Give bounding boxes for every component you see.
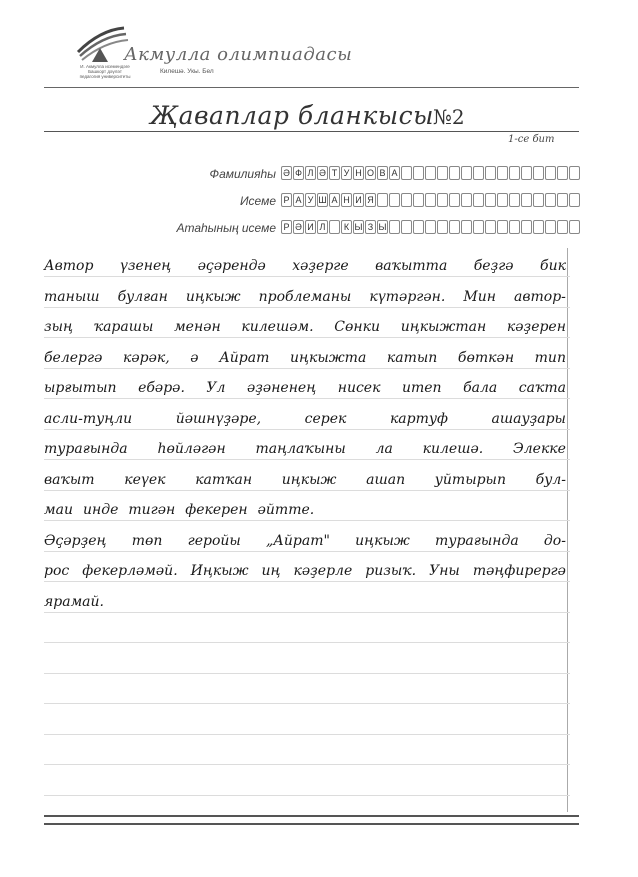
letter-box[interactable] <box>473 220 484 234</box>
essay-word: иң <box>261 563 281 579</box>
letter-box[interactable] <box>521 166 532 180</box>
letter-box[interactable] <box>437 220 448 234</box>
essay-word: әҙәненең <box>246 380 317 396</box>
letter-box[interactable] <box>461 166 472 180</box>
essay-word: ебәрә. <box>138 380 185 396</box>
essay-word: геройы <box>187 532 241 549</box>
letter-box[interactable]: Н <box>353 166 364 180</box>
essay-word: серек <box>304 410 347 427</box>
essay-word: Элекке <box>513 441 566 457</box>
letter-box[interactable]: У <box>341 166 352 180</box>
letter-box[interactable] <box>425 193 436 207</box>
essay-word: ашауҙары <box>491 410 566 427</box>
letter-box[interactable] <box>509 193 520 207</box>
essay-word: әҫәрендә <box>197 258 266 274</box>
letter-box[interactable] <box>533 220 544 234</box>
letter-box[interactable] <box>521 193 532 207</box>
essay-word: рос <box>44 563 70 579</box>
letter-box[interactable] <box>425 166 436 180</box>
essay-word: зың <box>44 319 74 335</box>
essay-word: бул- <box>535 471 566 488</box>
essay-word: нисек <box>337 380 381 396</box>
essay-word: катҡан <box>195 471 253 488</box>
olympiad-subtitle: Килешә. Укы. Бел <box>160 68 214 75</box>
essay-word: инде <box>82 502 119 518</box>
essay-word: кәҙерен <box>506 319 566 335</box>
essay-word: белергә <box>44 349 103 366</box>
letter-box[interactable]: Н <box>341 193 352 207</box>
ruled-line <box>44 398 570 399</box>
letter-box[interactable] <box>461 220 472 234</box>
letter-box[interactable] <box>545 193 556 207</box>
letter-box[interactable]: Л <box>305 166 316 180</box>
essay-word: Айрат <box>219 349 270 366</box>
essay-word: итеп <box>401 380 442 396</box>
essay-word: ашап <box>366 471 406 488</box>
essay-line <box>44 563 566 579</box>
essay-word: таныш <box>44 288 100 305</box>
letter-box[interactable]: Ы <box>354 222 363 232</box>
letter-box[interactable]: И <box>305 220 316 234</box>
essay-word: Мин <box>463 288 496 305</box>
ruled-line <box>44 368 570 369</box>
ruled-line <box>44 581 570 582</box>
essay-word: тигән <box>128 502 176 518</box>
essay-line <box>44 319 566 335</box>
letter-box[interactable]: Р <box>281 193 292 207</box>
letter-box[interactable] <box>437 193 448 207</box>
essay-word: иңкыж <box>355 532 410 549</box>
letter-box[interactable]: Т <box>329 166 340 180</box>
ruled-line <box>44 673 570 674</box>
letter-box[interactable] <box>473 166 484 180</box>
essay-word: кәрәк, <box>122 349 170 366</box>
name-field[interactable] <box>281 193 580 207</box>
essay-word: маи <box>44 502 73 518</box>
surname-label: Фамилияһы <box>209 167 276 181</box>
essay-word: ырғытып <box>44 380 117 396</box>
essay-word: Әҫәрҙең <box>44 532 107 549</box>
essay-line <box>44 441 566 457</box>
essay-word: бөткән <box>457 349 515 366</box>
essay-word: тип <box>534 349 566 366</box>
essay-word: иңкыж <box>185 288 241 305</box>
ruled-line <box>44 612 570 613</box>
letter-box[interactable] <box>485 220 496 234</box>
essay-word: асли-туңли <box>44 410 133 427</box>
essay-word: таңлаҡыны <box>255 441 346 457</box>
olympiad-title: Акмулла олимпиадасы <box>124 44 353 65</box>
letter-box[interactable] <box>401 193 412 207</box>
letter-box[interactable]: А <box>329 193 340 207</box>
letter-box[interactable] <box>485 166 496 180</box>
page-number: 1-се бит <box>508 134 555 145</box>
letter-box[interactable] <box>557 166 568 180</box>
letter-box[interactable]: Л <box>317 220 328 234</box>
letter-box[interactable]: У <box>305 193 316 207</box>
essay-word: ваҡыт <box>44 471 95 488</box>
letter-box[interactable] <box>497 220 508 234</box>
essay-line <box>44 380 566 396</box>
letter-box[interactable] <box>509 220 520 234</box>
essay-word: менән <box>174 319 221 335</box>
letter-box[interactable] <box>449 166 460 180</box>
essay-word: күтәргән. <box>369 288 446 305</box>
letter-box[interactable]: А <box>293 193 304 207</box>
essay-word: „Айрат" <box>266 532 330 549</box>
letter-box[interactable]: Ә <box>281 166 292 180</box>
letter-box[interactable] <box>389 193 400 207</box>
letter-box[interactable] <box>413 193 424 207</box>
letter-box[interactable]: Ш <box>318 195 327 205</box>
essay-word: кеүек <box>124 471 166 488</box>
essay-word: бала <box>463 380 498 396</box>
letter-box[interactable]: В <box>377 166 388 180</box>
letter-box[interactable] <box>401 166 412 180</box>
essay-word: Уны <box>429 563 460 579</box>
letter-box[interactable] <box>461 193 472 207</box>
letter-box[interactable]: Ә <box>293 220 304 234</box>
essay-word: һөйләгән <box>157 441 226 457</box>
title-divider <box>44 131 579 132</box>
ruled-line <box>44 520 570 521</box>
letter-box[interactable] <box>557 220 568 234</box>
ruled-line <box>44 459 570 460</box>
essay-word: иңкыж <box>281 471 337 488</box>
essay-word: автор- <box>514 288 566 305</box>
essay-word: иңкыжтан <box>400 319 487 335</box>
ruled-line <box>44 429 570 430</box>
essay-word: йәшнүҙәре, <box>175 410 262 427</box>
letter-box[interactable]: Ә <box>317 166 328 180</box>
ruled-line <box>44 490 570 491</box>
essay-word: ла <box>375 441 393 457</box>
ruled-line <box>44 764 570 765</box>
essay-line <box>44 289 566 305</box>
letter-box[interactable] <box>569 166 580 180</box>
letter-box[interactable] <box>569 193 580 207</box>
footer-line-top <box>44 815 579 817</box>
letter-box[interactable] <box>533 193 544 207</box>
letter-box[interactable] <box>425 220 436 234</box>
letter-box[interactable] <box>413 166 424 180</box>
letter-box[interactable]: Р <box>281 220 292 234</box>
letter-box[interactable]: А <box>389 166 400 180</box>
letter-box[interactable] <box>569 220 580 234</box>
organization-name: И. Акмулла исемендәге Башкорт дәүләт педагогия университеты <box>79 64 131 79</box>
letter-box[interactable] <box>497 193 508 207</box>
ruled-line <box>44 734 570 735</box>
letter-box[interactable] <box>557 193 568 207</box>
essay-word: хәҙерге <box>292 258 349 274</box>
letter-box[interactable] <box>437 166 448 180</box>
essay-word: Автор <box>44 258 94 274</box>
letter-box[interactable]: Я <box>365 193 376 207</box>
essay-word: катып <box>386 349 438 366</box>
essay-word: Иңкыж <box>190 563 249 579</box>
letter-box[interactable] <box>485 193 496 207</box>
letter-box[interactable] <box>401 220 412 234</box>
letter-box[interactable]: И <box>353 193 364 207</box>
essay-word: фекерләмәй. <box>82 563 178 579</box>
letter-box[interactable] <box>449 220 460 234</box>
essay-word: үзенең <box>119 258 172 274</box>
letter-box[interactable]: О <box>366 168 374 178</box>
letter-box[interactable] <box>521 220 532 234</box>
essay-word: турағында <box>44 441 128 457</box>
header-divider <box>44 87 579 88</box>
ruled-line <box>44 642 570 643</box>
essay-word: проблеманы <box>258 288 352 305</box>
essay-word: Сөнки <box>334 319 381 335</box>
essay-word: ризыҡ. <box>365 563 417 579</box>
answer-area[interactable] <box>44 248 570 812</box>
letter-box[interactable] <box>545 166 556 180</box>
essay-word: төп <box>131 532 163 549</box>
essay-word: кәҙерле <box>293 563 353 579</box>
letter-box[interactable]: Ф <box>293 166 304 180</box>
essay-line <box>44 258 566 274</box>
essay-word: булған <box>117 288 168 305</box>
letter-box[interactable] <box>509 166 520 180</box>
letter-box[interactable] <box>413 220 424 234</box>
essay-line <box>44 472 566 488</box>
letter-box[interactable] <box>377 193 388 207</box>
patronymic-field[interactable] <box>281 220 580 234</box>
letter-box[interactable] <box>389 220 400 234</box>
essay-word: әйтте. <box>257 502 315 518</box>
ruled-line <box>44 551 570 552</box>
sheet-title: Җаваплар бланкысы <box>150 101 435 130</box>
footer-line-bottom <box>44 823 579 825</box>
essay-word: картуф <box>389 410 448 427</box>
essay-word: саҡта <box>518 380 566 396</box>
essay-line <box>44 594 566 610</box>
essay-word: ә <box>190 349 199 366</box>
ruled-line <box>44 276 570 277</box>
essay-word: беҙгә <box>473 258 514 274</box>
letter-box[interactable]: Ы <box>378 222 387 232</box>
essay-word: тәңфирергә <box>472 563 566 579</box>
sheet-number: №2 <box>433 105 465 129</box>
letter-box[interactable] <box>329 220 340 234</box>
margin-line <box>567 248 568 812</box>
letter-box[interactable] <box>533 166 544 180</box>
essay-word: ярамай. <box>44 593 104 610</box>
essay-word: до- <box>543 532 566 549</box>
letter-box[interactable]: К <box>341 220 352 234</box>
essay-word: ваҡытта <box>375 258 448 274</box>
name-label: Исеме <box>239 194 276 208</box>
essay-word: ҡарашы <box>93 319 154 335</box>
ruled-line <box>44 795 570 796</box>
essay-word: килешә. <box>422 441 484 457</box>
letter-box[interactable] <box>449 193 460 207</box>
essay-line <box>44 350 566 366</box>
university-logo-icon <box>70 22 130 66</box>
essay-word: уйтырып <box>434 471 506 488</box>
essay-word: турағында <box>435 532 519 549</box>
ruled-line <box>44 337 570 338</box>
essay-word: килешәм. <box>241 319 314 335</box>
essay-word: бик <box>540 258 566 274</box>
letter-box[interactable] <box>473 193 484 207</box>
essay-line <box>44 533 566 549</box>
letter-box[interactable] <box>497 166 508 180</box>
letter-box[interactable] <box>545 220 556 234</box>
essay-word: иңкыжта <box>290 349 367 366</box>
letter-box[interactable]: З <box>365 220 376 234</box>
essay-word: фекерен <box>185 502 248 518</box>
essay-line <box>44 502 566 518</box>
ruled-line <box>44 307 570 308</box>
patronymic-label: Атаһының исеме <box>176 221 276 235</box>
surname-field[interactable] <box>281 166 580 180</box>
essay-line <box>44 411 566 427</box>
essay-word: Ул <box>206 380 226 396</box>
ruled-line <box>44 703 570 704</box>
